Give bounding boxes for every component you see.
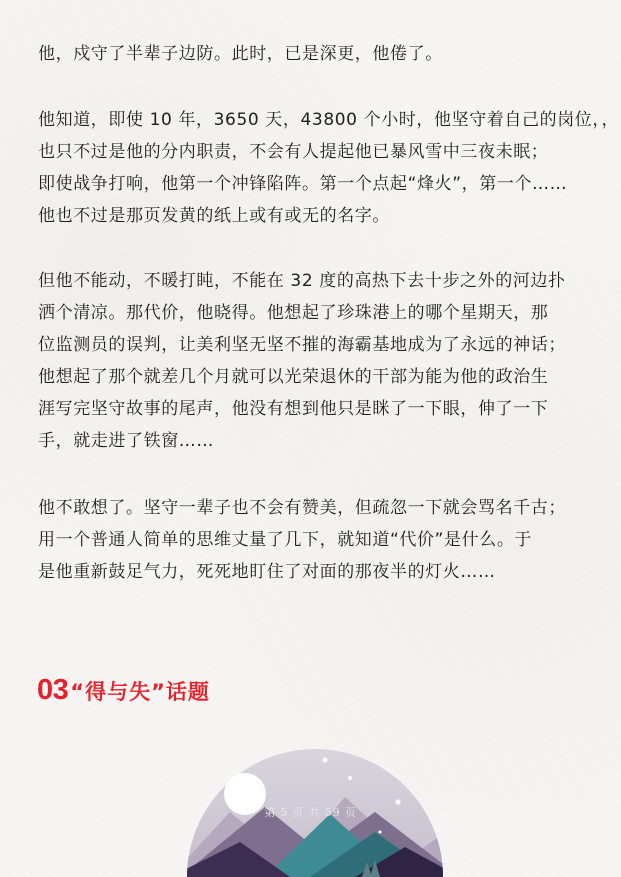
page-number	[0, 804, 621, 820]
text-line: 他，戍守了半辈子边防。此时，已是深更，他倦了。	[38, 44, 443, 64]
text-line: 即使战争打响，他第一个冲锋陷阵。第一个点起“烽火”，第一个……	[38, 174, 568, 194]
page-total: 59	[324, 806, 341, 819]
text-line: 但他不能动，不暖打盹，不能在 32 度的高热下去十步之外的河边扑	[38, 271, 566, 291]
text-line: 手，就走进了铁窗……	[38, 431, 214, 451]
star-icon	[348, 776, 352, 780]
star-icon	[323, 758, 328, 763]
section-number: 03	[37, 674, 69, 706]
paragraph-2	[38, 104, 620, 232]
text-line: 他不敢想了。坚守一辈子也不会有赞美，但疏忽一下就会骂名千古；	[38, 498, 566, 518]
page-label-mid: 页 共	[292, 806, 321, 819]
text-line: 用一个普通人简单的思维丈量了几下，就知道“代价”是什么。于	[38, 530, 533, 550]
text-line: 他想起了那个就差几个月就可以光荣退休的干部为能为他的政治生	[38, 367, 549, 387]
section-heading	[37, 670, 210, 710]
paragraph-4	[38, 492, 590, 588]
text-line: 涯写完坚守故事的尾声，他没有想到他只是眯了一下眼，伸了一下	[38, 399, 549, 419]
paragraph-3	[38, 265, 590, 457]
star-icon	[379, 831, 382, 834]
page-label-suffix: 页	[344, 806, 357, 819]
text-line: 位监测员的误判，让美利坚无坚不摧的海霸基地成为了永远的神话；	[38, 335, 566, 355]
page-label-prefix: 第	[264, 806, 277, 819]
text-line: 是他重新鼓足气力，死死地盯住了对面的那夜半的灯火……	[38, 562, 496, 582]
page-current: 5	[280, 806, 289, 819]
text-line: 他知道，即使 10 年，3650 天，43800 个小时，他坚守着自己的岗位，，	[38, 110, 620, 130]
section-title: “得与失”话题	[70, 680, 210, 704]
text-line: 他也不过是那页发黄的纸上或有或无的名字。	[38, 206, 390, 226]
text-line: 洒个清凉。那代价，他晓得。他想起了珍珠港上的哪个星期天，那	[38, 303, 549, 323]
paragraph-1	[38, 38, 590, 70]
text-line: 也只不过是他的分内职责，不会有人提起他已暴风雪中三夜未眠；	[38, 142, 549, 162]
